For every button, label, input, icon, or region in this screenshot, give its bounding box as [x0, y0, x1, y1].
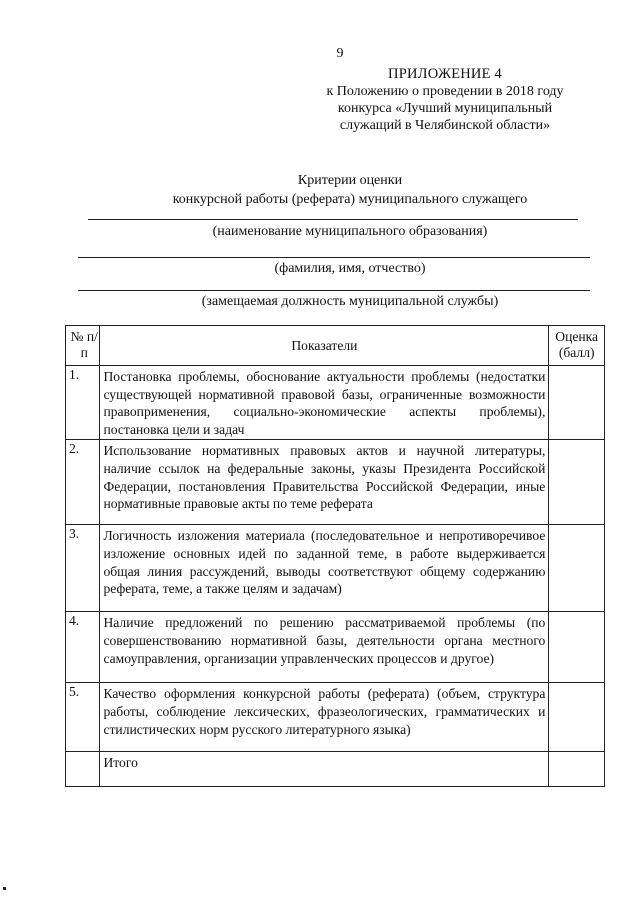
row-number: 4. [66, 612, 100, 683]
total-label: Итого [100, 752, 549, 787]
page-number: 9 [336, 46, 344, 61]
row-number: 1. [66, 366, 100, 440]
table-row [66, 525, 605, 612]
total-score-cell [549, 752, 605, 787]
row-score-cell [549, 366, 605, 440]
appendix-title: ПРИЛОЖЕНИЕ 4 [388, 66, 502, 82]
appendix-line-3: служащий в Челябинской области» [339, 118, 551, 133]
municipality-caption: (наименование муниципального образования) [212, 224, 488, 239]
row-number: 5. [66, 683, 100, 752]
table-row [66, 366, 605, 440]
table-row [66, 440, 605, 525]
scan-mark [3, 887, 6, 890]
position-caption: (замещаемая должность муниципальной службы) [201, 294, 499, 309]
row-number: 2. [66, 440, 100, 525]
row-score-cell [549, 612, 605, 683]
total-number-cell [66, 752, 100, 787]
appendix-line-2: конкурса «Лучший муниципальный [337, 101, 553, 116]
criteria-table [65, 325, 605, 787]
heading-line-1: Критерии оценки [297, 173, 403, 188]
heading-line-2: конкурсной работы (реферата) муниципального служащего [172, 192, 528, 207]
row-number: 3. [66, 525, 100, 612]
appendix-block [300, 66, 590, 134]
row-text: Наличие предложений по решению рассматриваемой проблемы (по совершенствованию нормативной базы, деятельности органа местного самоуправления, организации управленческих процессов и другое) [100, 612, 549, 683]
row-text: Качество оформления конкурсной работы (реферата) (объем, структура работы, соблюдение лексических, фразеологических, грамматических и стилистических норм русского литературного языка) [100, 683, 549, 752]
header-number: № п/п [66, 326, 100, 366]
row-text: Использование нормативных правовых актов и научной литературы, наличие ссылок на федеральные законы, указы Президента Российской Федерации, постановления Правительства Российской Федерации, иные нормативные правовые акты по теме реферата [100, 440, 549, 525]
row-text: Логичность изложения материала (последовательное и непротиворечивое изложение основных идей по заданной теме, в работе выдерживается общая линия рассуждений, выводы соответствуют общему содержанию реферата, теме, а также целям и задачам) [100, 525, 549, 612]
table-header-row [66, 326, 605, 366]
appendix-line-1: к Положению о проведении в 2018 году [326, 84, 564, 99]
table-row [66, 612, 605, 683]
document-heading [80, 171, 620, 209]
name-blank-line [78, 257, 590, 258]
table-row [66, 683, 605, 752]
row-score-cell [549, 525, 605, 612]
name-caption: (фамилия, имя, отчество) [274, 261, 426, 276]
header-score: Оценка (балл) [549, 326, 605, 366]
municipality-blank-line [88, 219, 578, 220]
header-indicators: Показатели [100, 326, 549, 366]
row-score-cell [549, 683, 605, 752]
row-text: Постановка проблемы, обоснование актуальности проблемы (недостатки существующей нормативной правовой базы, ограниченные возможности правоприменения, социально-экономические аспекты проблемы), постановка цели и задач [100, 366, 549, 440]
table-total-row [66, 752, 605, 787]
row-score-cell [549, 440, 605, 525]
position-blank-line [78, 290, 590, 291]
